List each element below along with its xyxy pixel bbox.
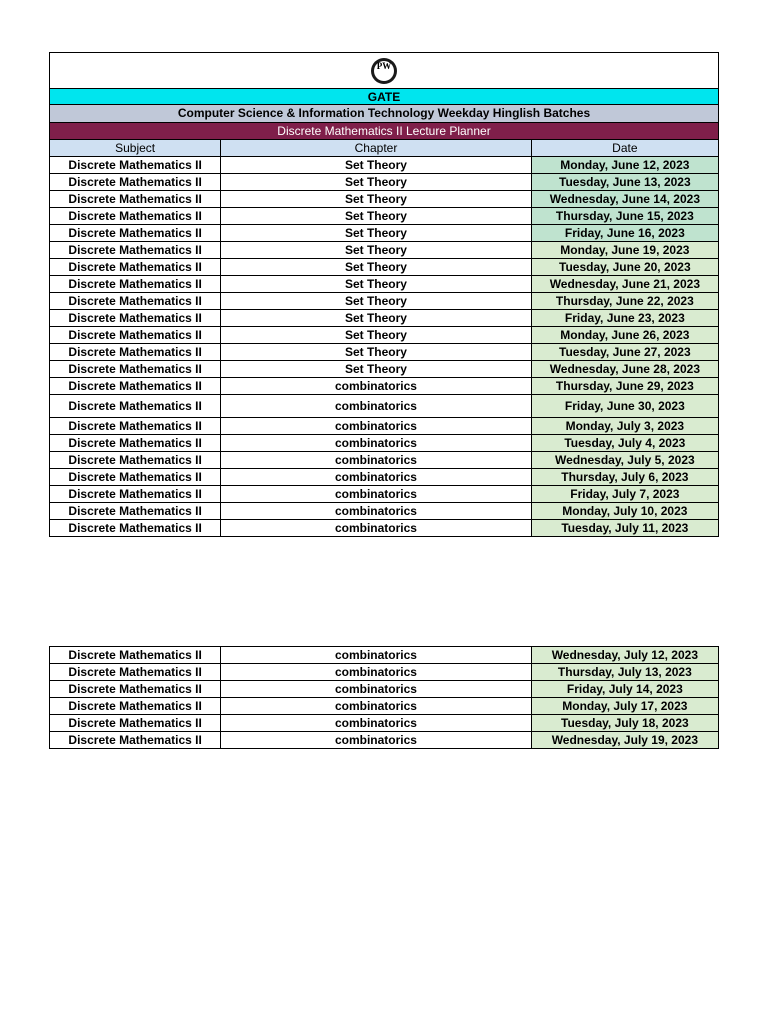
table-row <box>50 208 719 225</box>
chapter-cell: combinatorics <box>221 486 531 503</box>
logo-cell <box>50 53 719 89</box>
date-cell: Friday, June 16, 2023 <box>531 225 718 242</box>
table-row <box>50 327 719 344</box>
chapter-cell: combinatorics <box>221 503 531 520</box>
date-cell: Monday, July 17, 2023 <box>531 698 718 715</box>
date-cell: Monday, July 3, 2023 <box>531 418 718 435</box>
table-row <box>50 259 719 276</box>
column-header-subject: Subject <box>50 140 221 157</box>
batch-title: Computer Science & Information Technology Weekday Hinglish Batches <box>50 105 719 123</box>
date-cell: Tuesday, July 11, 2023 <box>531 520 718 537</box>
planner-title: Discrete Mathematics II Lecture Planner <box>50 123 719 140</box>
subject-cell: Discrete Mathematics II <box>50 435 221 452</box>
date-cell: Friday, June 30, 2023 <box>531 395 718 418</box>
subject-cell: Discrete Mathematics II <box>50 647 221 664</box>
date-cell: Thursday, June 15, 2023 <box>531 208 718 225</box>
table-row <box>50 395 719 418</box>
pw-logo-icon <box>371 58 397 84</box>
chapter-cell: Set Theory <box>221 225 531 242</box>
table-row <box>50 681 719 698</box>
date-cell: Wednesday, June 21, 2023 <box>531 276 718 293</box>
subject-cell: Discrete Mathematics II <box>50 681 221 698</box>
subject-cell: Discrete Mathematics II <box>50 361 221 378</box>
chapter-cell: combinatorics <box>221 378 531 395</box>
subject-cell: Discrete Mathematics II <box>50 732 221 749</box>
table-row <box>50 344 719 361</box>
table-row <box>50 452 719 469</box>
table-row <box>50 157 719 174</box>
table-row <box>50 310 719 327</box>
table-row <box>50 469 719 486</box>
lecture-planner-table-continued <box>49 646 719 749</box>
table-row <box>50 378 719 395</box>
subject-cell: Discrete Mathematics II <box>50 310 221 327</box>
lecture-planner-table <box>49 52 719 537</box>
chapter-cell: Set Theory <box>221 293 531 310</box>
date-cell: Tuesday, June 13, 2023 <box>531 174 718 191</box>
logo-row <box>50 53 719 89</box>
column-header-row <box>50 140 719 157</box>
date-cell: Wednesday, July 5, 2023 <box>531 452 718 469</box>
subject-cell: Discrete Mathematics II <box>50 486 221 503</box>
table-row <box>50 174 719 191</box>
chapter-cell: Set Theory <box>221 174 531 191</box>
table-row <box>50 647 719 664</box>
column-header-date: Date <box>531 140 718 157</box>
subject-cell: Discrete Mathematics II <box>50 225 221 242</box>
date-cell: Monday, June 26, 2023 <box>531 327 718 344</box>
table-row <box>50 503 719 520</box>
batch-band <box>50 105 719 123</box>
chapter-cell: Set Theory <box>221 157 531 174</box>
date-cell: Wednesday, July 12, 2023 <box>531 647 718 664</box>
subject-cell: Discrete Mathematics II <box>50 293 221 310</box>
subject-cell: Discrete Mathematics II <box>50 276 221 293</box>
chapter-cell: Set Theory <box>221 276 531 293</box>
subject-cell: Discrete Mathematics II <box>50 157 221 174</box>
table-row <box>50 293 719 310</box>
chapter-cell: Set Theory <box>221 310 531 327</box>
table-row <box>50 225 719 242</box>
exam-band <box>50 89 719 105</box>
date-cell: Tuesday, July 18, 2023 <box>531 715 718 732</box>
subject-cell: Discrete Mathematics II <box>50 503 221 520</box>
date-cell: Thursday, July 13, 2023 <box>531 664 718 681</box>
chapter-cell: combinatorics <box>221 520 531 537</box>
chapter-cell: combinatorics <box>221 647 531 664</box>
subject-cell: Discrete Mathematics II <box>50 191 221 208</box>
table-row <box>50 520 719 537</box>
chapter-cell: combinatorics <box>221 681 531 698</box>
chapter-cell: Set Theory <box>221 242 531 259</box>
date-cell: Tuesday, July 4, 2023 <box>531 435 718 452</box>
chapter-cell: combinatorics <box>221 732 531 749</box>
table-row <box>50 361 719 378</box>
date-cell: Wednesday, June 28, 2023 <box>531 361 718 378</box>
table-row <box>50 732 719 749</box>
chapter-cell: Set Theory <box>221 361 531 378</box>
chapter-cell: combinatorics <box>221 452 531 469</box>
date-cell: Monday, June 12, 2023 <box>531 157 718 174</box>
subject-cell: Discrete Mathematics II <box>50 698 221 715</box>
subject-cell: Discrete Mathematics II <box>50 418 221 435</box>
subject-cell: Discrete Mathematics II <box>50 208 221 225</box>
date-cell: Tuesday, June 20, 2023 <box>531 259 718 276</box>
date-cell: Thursday, July 6, 2023 <box>531 469 718 486</box>
subject-cell: Discrete Mathematics II <box>50 395 221 418</box>
subject-cell: Discrete Mathematics II <box>50 469 221 486</box>
date-cell: Monday, June 19, 2023 <box>531 242 718 259</box>
chapter-cell: Set Theory <box>221 327 531 344</box>
chapter-cell: combinatorics <box>221 469 531 486</box>
table-row <box>50 664 719 681</box>
date-cell: Friday, July 7, 2023 <box>531 486 718 503</box>
chapter-cell: combinatorics <box>221 715 531 732</box>
date-cell: Wednesday, July 19, 2023 <box>531 732 718 749</box>
subject-cell: Discrete Mathematics II <box>50 327 221 344</box>
chapter-cell: combinatorics <box>221 664 531 681</box>
pw-logo-text: PW <box>374 61 394 81</box>
subject-cell: Discrete Mathematics II <box>50 520 221 537</box>
exam-title: GATE <box>50 89 719 105</box>
subject-cell: Discrete Mathematics II <box>50 378 221 395</box>
table-row <box>50 418 719 435</box>
table-row <box>50 715 719 732</box>
date-cell: Thursday, June 29, 2023 <box>531 378 718 395</box>
subject-cell: Discrete Mathematics II <box>50 344 221 361</box>
date-cell: Monday, July 10, 2023 <box>531 503 718 520</box>
chapter-cell: Set Theory <box>221 191 531 208</box>
subject-cell: Discrete Mathematics II <box>50 174 221 191</box>
chapter-cell: Set Theory <box>221 208 531 225</box>
subject-cell: Discrete Mathematics II <box>50 715 221 732</box>
chapter-cell: combinatorics <box>221 418 531 435</box>
chapter-cell: combinatorics <box>221 698 531 715</box>
subject-cell: Discrete Mathematics II <box>50 664 221 681</box>
table-row <box>50 486 719 503</box>
chapter-cell: combinatorics <box>221 395 531 418</box>
date-cell: Thursday, June 22, 2023 <box>531 293 718 310</box>
table-row <box>50 435 719 452</box>
table-row <box>50 191 719 208</box>
date-cell: Wednesday, June 14, 2023 <box>531 191 718 208</box>
column-header-chapter: Chapter <box>221 140 531 157</box>
date-cell: Friday, June 23, 2023 <box>531 310 718 327</box>
subject-cell: Discrete Mathematics II <box>50 259 221 276</box>
subject-cell: Discrete Mathematics II <box>50 452 221 469</box>
date-cell: Friday, July 14, 2023 <box>531 681 718 698</box>
chapter-cell: combinatorics <box>221 435 531 452</box>
table-row <box>50 698 719 715</box>
table-row <box>50 276 719 293</box>
table-row <box>50 242 719 259</box>
date-cell: Tuesday, June 27, 2023 <box>531 344 718 361</box>
chapter-cell: Set Theory <box>221 259 531 276</box>
planner-title-band <box>50 123 719 140</box>
chapter-cell: Set Theory <box>221 344 531 361</box>
subject-cell: Discrete Mathematics II <box>50 242 221 259</box>
